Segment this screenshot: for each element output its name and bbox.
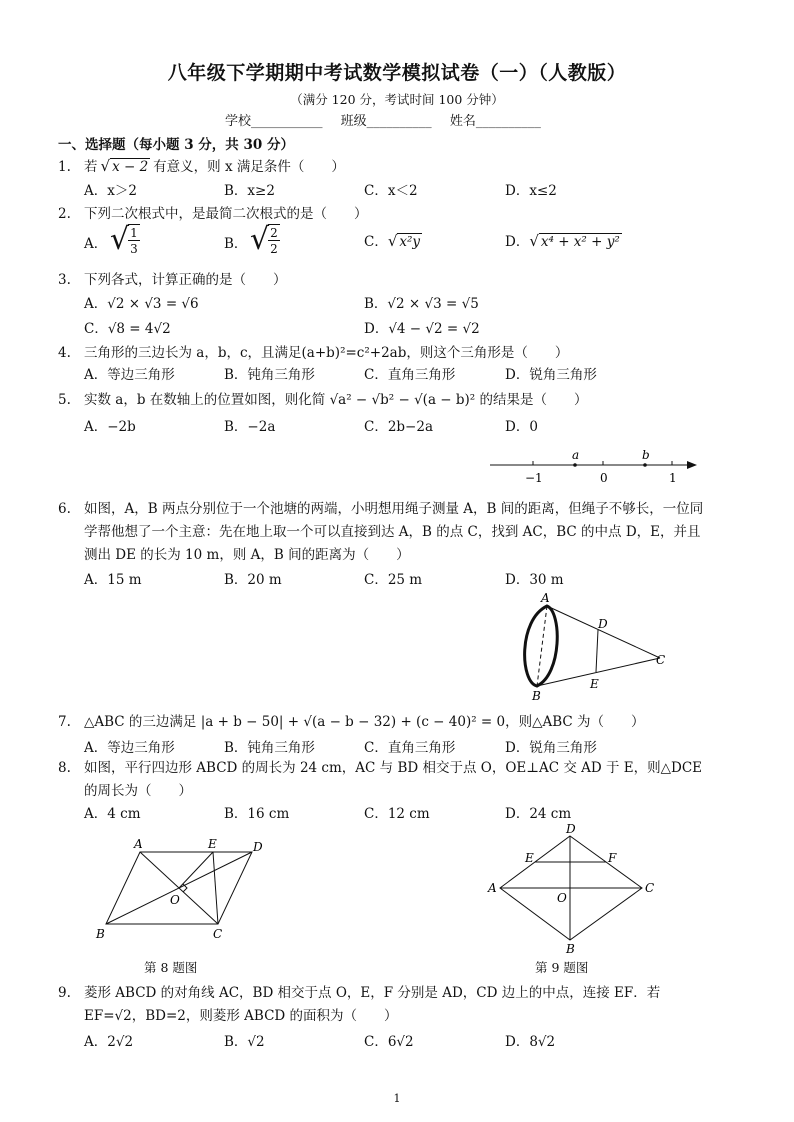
- question-number: 5.: [58, 392, 71, 408]
- label-b: B: [532, 689, 541, 703]
- option-a: A．15 m: [84, 572, 142, 588]
- question-6: [58, 498, 708, 567]
- sqrt-sign: √: [387, 232, 398, 250]
- question-number: 8.: [58, 760, 71, 776]
- page-number: 1: [393, 1092, 401, 1105]
- option-b: B．钝角三角形: [224, 740, 315, 756]
- option-d: D．24 cm: [505, 806, 572, 822]
- question-stem: 三角形的三边长为 a，b，c，且满足(a+b)²=c²+2ab，则这个三角形是（ ）: [84, 345, 569, 361]
- option-b: B．−2a: [224, 419, 276, 435]
- option-d: D．30 m: [505, 572, 564, 588]
- question-7: [58, 710, 645, 730]
- exam-subtitle: （满分 120 分，考试时间 100 分钟）: [290, 92, 504, 107]
- option-a: A．−2b: [84, 419, 136, 435]
- axis-arrow: [687, 461, 697, 469]
- option-c: C．√8 = 4√2: [84, 321, 171, 337]
- point-b-label: b: [642, 448, 650, 462]
- option-d: D．√4 − √2 = √2: [364, 321, 480, 337]
- option-b: B．16 cm: [224, 806, 290, 822]
- option-a: A．x＞2: [84, 183, 137, 199]
- question-3: [58, 268, 287, 288]
- name-field: 姓名__________: [449, 114, 541, 129]
- radicand: x²y: [399, 234, 421, 250]
- question-stem: 下列二次根式中，是最简二次根式的是（ ）: [84, 206, 368, 222]
- segment-ec: [213, 852, 218, 924]
- question-number: 7.: [58, 714, 71, 730]
- question-number: 9.: [58, 985, 71, 1001]
- sqrt-sign: √: [110, 222, 130, 257]
- question-stem: △ABC 的三边满足 |a + b − 50| + √(a − b − 32) + (c − 40)² = 0，则△ABC 为（ ）: [84, 714, 645, 730]
- label-c: C: [213, 927, 223, 941]
- option-c: C．直角三角形: [364, 740, 456, 756]
- segment-de: [596, 630, 598, 672]
- option-d: D．锐角三角形: [505, 367, 597, 383]
- option-c: C．6√2: [364, 1034, 414, 1050]
- segment-ab-dashed: [537, 606, 547, 686]
- option-c: C．12 cm: [364, 806, 430, 822]
- option-label: A．: [84, 236, 108, 252]
- fraction-numerator: 1: [128, 224, 140, 241]
- question-number: 2.: [58, 206, 71, 222]
- question-number: 4.: [58, 345, 71, 361]
- option-d: D．锐角三角形: [505, 740, 597, 756]
- option-c: C．25 m: [364, 572, 423, 588]
- question-number: 1.: [58, 159, 71, 175]
- label-a: A: [488, 881, 497, 895]
- label-a: A: [541, 591, 550, 605]
- section-title: 一、选择题（每小题 3 分，共 30 分）: [58, 137, 294, 153]
- tick-label-minus-one: −1: [525, 471, 543, 485]
- label-o: O: [557, 891, 567, 905]
- figure-9-rhombus: [480, 820, 660, 956]
- fraction-denominator: 3: [128, 240, 140, 257]
- class-field: 班级__________: [340, 114, 432, 129]
- fraction-numerator: 2: [268, 224, 280, 241]
- fraction-denominator: 2: [268, 240, 280, 257]
- option-label: B．: [224, 236, 248, 252]
- option-a: A．2√2: [84, 1034, 134, 1050]
- point-a-label: a: [572, 448, 580, 462]
- option-b: B．20 m: [224, 572, 282, 588]
- label-b: B: [566, 942, 575, 956]
- option-a: A．等边三角形: [84, 740, 175, 756]
- label-o: O: [170, 893, 180, 907]
- question-stem: 下列各式，计算正确的是（ ）: [84, 272, 287, 288]
- number-line-figure: [485, 445, 705, 490]
- question-9: [58, 982, 708, 1028]
- question-stem: 如图，A，B 两点分别位于一个池塘的两端，小明想用绳子测量 A，B 间的距离，但绳子不够长，一位同学帮他想了一个主意：先在地上取一个可以直接到达 A，B 的点 C，找到 AC，BC 的中点 D，E，并且测出 DE 的长为 10 m，则 A，B 间的距离为（ ）: [84, 501, 704, 563]
- question-stem: 菱形 ABCD 的对角线 AC，BD 相交于点 O，E，F 分别是 AD，CD 边上的中点，连接 EF．若 EF=√2，BD=2，则菱形 ABCD 的面积为（ ）: [84, 985, 661, 1024]
- exam-title: 八年级下学期期中考试数学模拟试卷（一）（人教版）: [167, 62, 627, 84]
- question-1: [58, 155, 345, 175]
- question-2: [58, 202, 368, 222]
- figure-9-caption: 第 9 题图: [535, 960, 589, 975]
- student-info: [225, 110, 555, 129]
- option-c: [364, 230, 422, 250]
- label-a: A: [134, 837, 143, 851]
- question-number: 6.: [58, 501, 71, 517]
- school-field: 学校___________: [225, 114, 323, 129]
- question-stem-cont: 有意义，则 x 满足条件（ ）: [153, 159, 345, 175]
- segment-oe: [179, 852, 213, 888]
- label-e: E: [525, 851, 534, 865]
- question-5: [58, 388, 588, 408]
- question-stem: 实数 a，b 在数轴上的位置如图，则化简 √a² − √b² − √(a − b)² 的结果是（ ）: [84, 392, 588, 408]
- option-a: A．等边三角形: [84, 367, 175, 383]
- label-d: D: [253, 840, 263, 854]
- question-8: [58, 757, 708, 803]
- option-d: [505, 230, 622, 250]
- sqrt-sign: √: [529, 232, 539, 250]
- label-d: D: [598, 617, 608, 631]
- option-d: D．x≤2: [505, 183, 557, 199]
- option-c: C．直角三角形: [364, 367, 456, 383]
- option-a: A．4 cm: [84, 806, 141, 822]
- radical-expression: √ x − 2: [100, 157, 149, 175]
- question-stem: 如图，平行四边形 ABCD 的周长为 24 cm，AC 与 BD 相交于点 O，OE⊥AC 交 AD 于 E，则△DCE 的周长为（ ）: [84, 760, 703, 799]
- option-b: B．x≥2: [224, 183, 275, 199]
- option-d: D．0: [505, 419, 538, 435]
- label-e: E: [208, 837, 217, 851]
- label-b: B: [96, 927, 105, 941]
- option-label: D．: [505, 234, 530, 250]
- label-c: C: [645, 881, 655, 895]
- question-stem: 若: [84, 159, 98, 175]
- label-c: C: [656, 653, 666, 667]
- point-b: [643, 463, 647, 467]
- sqrt-sign: √: [250, 222, 270, 257]
- label-e: E: [590, 677, 599, 691]
- option-c: C．x＜2: [364, 183, 418, 199]
- option-b: B．√2: [224, 1034, 265, 1050]
- option-label: C．: [364, 234, 388, 250]
- pond-outline: [525, 606, 558, 686]
- figure-8-parallelogram: [90, 832, 280, 947]
- option-c: C．2b−2a: [364, 419, 434, 435]
- radicand: x⁴ + x² + y²: [540, 234, 620, 250]
- option-d: D．8√2: [505, 1034, 556, 1050]
- option-b: B．钝角三角形: [224, 367, 315, 383]
- label-f: F: [608, 851, 617, 865]
- pond-figure: [510, 590, 690, 705]
- option-a: A．√2 × √3 = √6: [84, 296, 199, 312]
- tick-label-one: 1: [669, 471, 677, 485]
- segment-ac: [547, 606, 660, 658]
- figure-8-caption: 第 8 题图: [144, 960, 198, 975]
- question-4: [58, 341, 568, 361]
- point-a: [573, 463, 577, 467]
- option-b: B．√2 × √3 = √5: [364, 296, 479, 312]
- question-number: 3.: [58, 272, 71, 288]
- tick-label-zero: 0: [600, 471, 608, 485]
- label-d: D: [566, 822, 576, 836]
